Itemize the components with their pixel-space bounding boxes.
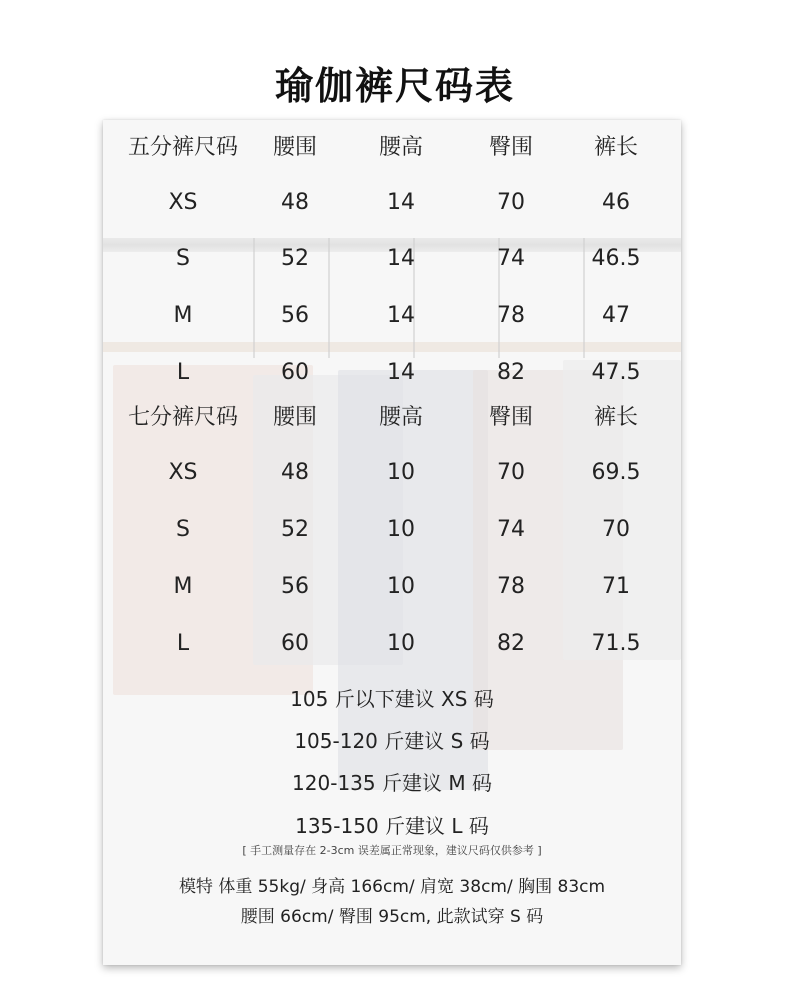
table-row [103, 296, 681, 336]
size-recommendation: 105 斤以下建议 XS 码 [290, 687, 494, 711]
size-chart-card [103, 120, 681, 965]
table-cell: 78 [497, 574, 525, 599]
table-header-cell: 裤长 [593, 405, 638, 430]
page-title: 瑜伽裤尺码表 [274, 64, 515, 108]
table-cell: 47 [602, 303, 630, 328]
table-cell: 52 [281, 517, 309, 542]
table-row [103, 183, 681, 223]
table-header-cell: 臀围 [488, 135, 533, 160]
table-cell: 52 [281, 246, 309, 271]
table-header-cell: 五分裤尺码 [127, 135, 238, 160]
table-row [103, 567, 681, 607]
table-cell: 70 [497, 460, 525, 485]
table-header-cell: 腰围 [272, 405, 317, 430]
table-cell: L [176, 631, 190, 656]
table-cell: M [173, 303, 193, 328]
table-cell: 48 [281, 190, 309, 215]
table-cell: 74 [497, 246, 525, 271]
table-cell: 78 [497, 303, 525, 328]
table-cell: 60 [281, 360, 309, 385]
table-row [103, 453, 681, 493]
measurement-note: [ 手工测量存在 2-3cm 误差属正常现象，建议尺码仅供参考 ] [242, 844, 542, 857]
table-cell: 71 [602, 574, 630, 599]
table-header-cell: 裤长 [593, 135, 638, 160]
table-header-cell: 腰高 [378, 135, 423, 160]
table-cell: XS [168, 460, 198, 485]
table-cell: S [176, 517, 190, 542]
table-cell: 14 [387, 190, 415, 215]
table-cell: 48 [281, 460, 309, 485]
table-header-cell: 腰围 [272, 135, 317, 160]
size-recommendation: 120-135 斤建议 M 码 [292, 771, 492, 795]
table-cell: S [176, 246, 190, 271]
table-cell: 82 [497, 631, 525, 656]
table-cell: 60 [281, 631, 309, 656]
table-cell: 47.5 [591, 360, 641, 385]
table-cell: 74 [497, 517, 525, 542]
size-recommendation: 135-150 斤建议 L 码 [295, 814, 489, 838]
table-cell: 69.5 [591, 460, 641, 485]
table-cell: 46.5 [591, 246, 641, 271]
table-cell: 10 [387, 517, 415, 542]
table-row [103, 353, 681, 393]
table-cell: 70 [602, 517, 630, 542]
table-cell: 82 [497, 360, 525, 385]
table-cell: XS [168, 190, 198, 215]
table-cell: 14 [387, 303, 415, 328]
table-cell: 14 [387, 246, 415, 271]
model-info-line: 腰围 66cm/ 臀围 95cm, 此款试穿 S 码 [240, 907, 544, 927]
table-cell: 56 [281, 303, 309, 328]
table-header-cell: 七分裤尺码 [127, 405, 238, 430]
table-cell: 46 [602, 190, 630, 215]
table-cell: L [176, 360, 190, 385]
table-header-cell: 臀围 [488, 405, 533, 430]
table-header-cell: 腰高 [378, 405, 423, 430]
table-cell: 10 [387, 460, 415, 485]
table-cell: 14 [387, 360, 415, 385]
table-cell: 10 [387, 631, 415, 656]
table-cell: M [173, 574, 193, 599]
model-info-line: 模特 体重 55kg/ 身高 166cm/ 肩宽 38cm/ 胸围 83cm [178, 877, 606, 897]
table-cell: 56 [281, 574, 309, 599]
clothes-rail-lower [103, 342, 681, 352]
table-header-row [103, 128, 681, 168]
table-cell: 71.5 [591, 631, 641, 656]
table-row [103, 510, 681, 550]
size-recommendation: 105-120 斤建议 S 码 [294, 729, 490, 753]
table-header-row [103, 398, 681, 438]
table-cell: 70 [497, 190, 525, 215]
table-row [103, 624, 681, 664]
table-cell: 10 [387, 574, 415, 599]
table-row [103, 239, 681, 279]
